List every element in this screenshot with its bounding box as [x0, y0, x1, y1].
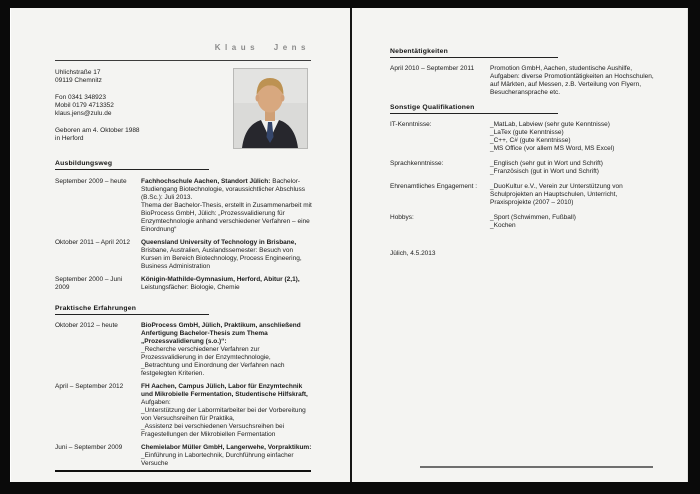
entry-bullet: _Unterstützung der Labormitarbeiter bei der Vorbereitung von Versuchsreihen für Praktika, [141, 407, 306, 422]
qualification-label: IT-Kenntnisse: [390, 121, 432, 128]
qualification-row-volunteering [390, 183, 656, 207]
entry-bullet: _Recherche verschiedener Verfahren zur Prozessvalidierung in der Enzymtechnologie, [141, 346, 271, 361]
contact-block [55, 69, 195, 152]
entry-bullet: _Assistenz bei verschiedenen Versuchsreihen bei Fragestellungen der Mikrobiellen Fermentation [141, 423, 285, 438]
qualification-label: Hobbys: [390, 214, 414, 221]
entry-date: Oktober 2011 – April 2012 [55, 239, 131, 246]
contact-phone: Fon 0341 348923 [55, 94, 106, 101]
right-page-footer-rule [420, 466, 653, 468]
portrait-photo [233, 68, 308, 149]
qualification-row-it [390, 121, 656, 153]
experience-row [55, 444, 313, 468]
experience-rows [55, 322, 313, 468]
qualification-row-hobbies [390, 214, 656, 230]
entry-date: Juni – September 2009 [55, 444, 123, 451]
qualification-row-languages [390, 160, 656, 176]
page-title-name: Klaus Jens [214, 43, 310, 52]
portrait-photo-graphic [234, 69, 307, 148]
qualification-label: Sprachkenntnisse: [390, 160, 444, 167]
side-job-row [390, 65, 656, 97]
birth-line: Geboren am 4. Oktober 1988 [55, 127, 140, 134]
education-row [55, 178, 313, 234]
entry-description: BioProcess GmbH, Jülich, Praktikum, anschließend Anfertigung Bachelor-Thesis zum Thema „Prozessvalidierung (s.o.)“: _Recherche verschiedener Verfahren zur Prozessvalidierung in der Enzymtechnologie, _Betrachtung und Einordnung der Verfahren nach festgelegten Kriterien. [141, 322, 313, 378]
entry-date: Oktober 2012 – heute [55, 322, 118, 329]
contact-mobile: Mobil 0179 4713352 [55, 102, 114, 109]
section-heading-qualifications: Sonstige Qualifikationen [390, 104, 558, 114]
page-divider [350, 8, 352, 482]
qualification-label: Ehrenamtliches Engagement : [390, 183, 478, 190]
entry-date: April – September 2012 [55, 383, 124, 390]
section-heading-education: Ausbildungsweg [55, 160, 209, 170]
qualification-values: _Sport (Schwimmen, Fußball) _Kochen [490, 214, 576, 229]
section-heading-side-jobs: Nebentätigkeiten [390, 48, 558, 58]
contact-street: Uhlichstraße 17 [55, 69, 101, 76]
entry-description: Fachhochschule Aachen, Standort Jülich: Bachelor-Studiengang Biotechnologie, voraussichtlicher Abschluss (B.Sc.): Juli 2013. Thema der Bachelor-Thesis, erstellt in Zusammenarbeit mit BioProcess GmbH, Jülich: „Prozessvalidierung für Enzymtechnologie anhand verschiedener Verfahren – eine Einordnung“ [141, 178, 312, 233]
qualification-values: _MatLab, Labview (sehr gute Kenntnisse) _LaTex (gute Kenntnisse) _C++, C# (gute Kenntnisse) _MS Office (vor allem MS Word, MS Excel) [490, 121, 615, 152]
side-jobs-rows [390, 65, 656, 97]
qualification-rows [390, 121, 656, 230]
signature-line: Jülich, 4.5.2013 [390, 250, 436, 257]
education-row [55, 239, 313, 271]
entry-description: Chemielabor Müller GmbH, Langerwehe, Vorpraktikum: _Einführung in Labortechnik, Durchführung einfacher Versuche [141, 444, 312, 467]
education-row [55, 276, 313, 292]
education-rows [55, 178, 313, 292]
contact-email: klaus.jens@zulu.de [55, 110, 112, 117]
entry-description: Königin-Mathilde-Gymnasium, Herford, Abitur (2,1), Leistungsfächer: Biologie, Chemie [141, 276, 300, 291]
entry-description: Queensland University of Technology in Brisbane, Brisbane, Australien, Auslandssemester: Besuch von Kursen im Bereich Biotechnology, Process Engineering, Business Administration [141, 239, 302, 270]
cv-document [10, 8, 688, 482]
entry-date: April 2010 – September 2011 [390, 65, 475, 72]
qualification-values: _Englisch (sehr gut in Wort und Schrift) _Französisch (gut in Wort und Schrift) [490, 160, 603, 175]
entry-date: September 2009 – heute [55, 178, 127, 185]
experience-row [55, 383, 313, 439]
section-heading-experience: Praktische Erfahrungen [55, 305, 209, 315]
birth-place: in Herford [55, 135, 84, 142]
entry-bullet: _Betrachtung und Einordnung der Verfahren nach festgelegten Kriterien. [141, 362, 285, 377]
contact-city: 09119 Chemnitz [55, 77, 102, 84]
entry-description: Promotion GmbH, Aachen, studentische Aushilfe, Aufgaben: diverse Promotiontätigkeiten an Hochschulen, auf Märkten, auf Messen, z.B. Verteilung von Flyern, Besucheransprache etc. [490, 65, 654, 96]
header-rule [55, 60, 311, 61]
entry-description: FH Aachen, Campus Jülich, Labor für Enzymtechnik und Mikrobielle Fermentation, Studentische Hilfskraft, Aufgaben: _Unterstützung der Labormitarbeiter bei der Vorbereitung von Versuchsreihen für Praktika, _Assistenz bei verschiedenen Versuchsreihen bei Fragestellungen der Mikrobiellen Fermentation [141, 383, 313, 439]
experience-row [55, 322, 313, 378]
qualification-values: _DuoKultur e.V., Verein zur Unterstützung von Schulprojekten an Hauptschulen, Unterricht, Praxisprojekte (2007 – 2010) [490, 183, 623, 206]
entry-bullet: _Einführung in Labortechnik, Durchführung einfacher Versuche [141, 452, 294, 467]
entry-date: September 2000 – Juni 2009 [55, 276, 123, 291]
left-page-footer-rule [55, 470, 311, 472]
